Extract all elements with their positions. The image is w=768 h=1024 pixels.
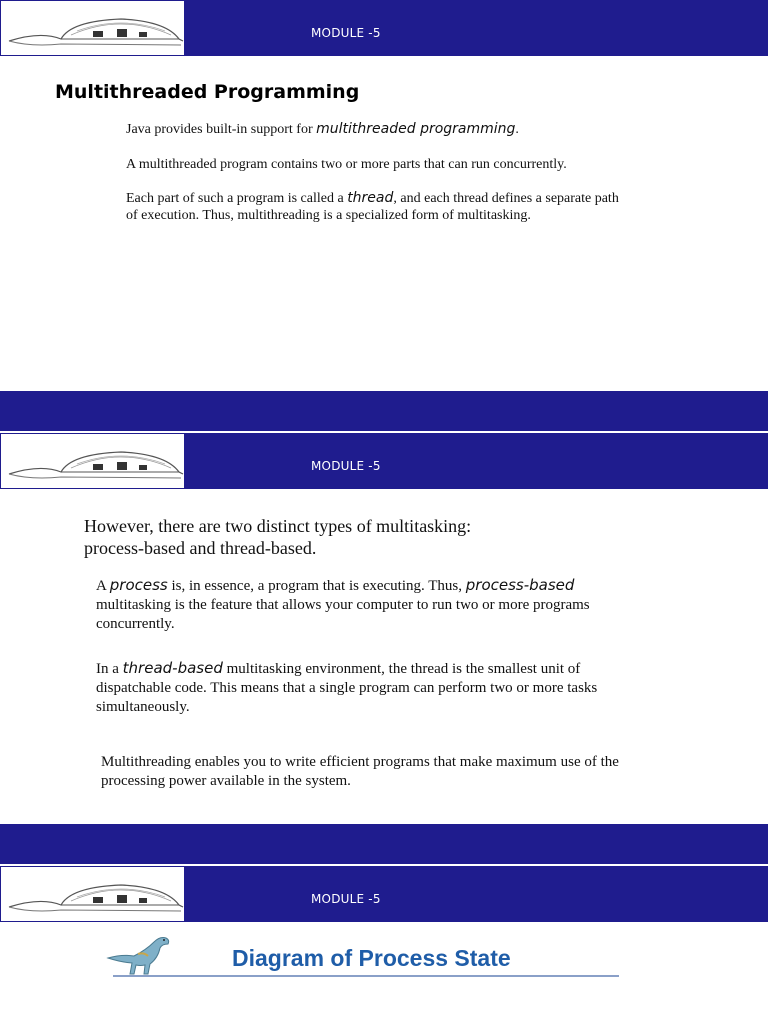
title-underline bbox=[113, 975, 619, 977]
slide1-header bbox=[0, 0, 768, 56]
module-label: MODULE -5 bbox=[311, 26, 381, 40]
dinosaur-icon bbox=[104, 932, 174, 978]
logo-emblem-icon bbox=[1, 867, 184, 921]
slide-title: Multithreaded Programming bbox=[55, 81, 360, 103]
institution-logo bbox=[1, 434, 184, 488]
slide2-footer-band bbox=[0, 824, 768, 864]
logo-emblem-icon bbox=[1, 1, 184, 55]
slide1-footer-band bbox=[0, 391, 768, 431]
institution-logo bbox=[1, 867, 184, 921]
paragraph-process-based: A process is, in essence, a program that is executing. Thus, process-based multitasking is the feature that allows your computer to run two or more programs concurrently. bbox=[96, 576, 590, 632]
slide3-header bbox=[0, 866, 768, 922]
institution-logo bbox=[1, 1, 184, 55]
logo-emblem-icon bbox=[1, 434, 184, 488]
paragraph-thread-based: In a thread-based multitasking environment, the thread is the smallest unit of dispatchable code. This means that a single program can perform two or more tasks simultaneously. bbox=[96, 659, 598, 715]
paragraph-multitasking-types: However, there are two distinct types of multitasking: process-based and thread-based. bbox=[84, 516, 472, 558]
module-label: MODULE -5 bbox=[311, 892, 381, 906]
paragraph-multithreading-benefit: Multithreading enables you to write efficient programs that make maximum use of the processing power available in the system. bbox=[101, 754, 619, 789]
paragraph-thread-definition: Each part of such a program is called a thread, and each thread defines a separate path of execution. Thus, multithreading is a specialized form of multitasking. bbox=[126, 190, 619, 223]
diagram-title: Diagram of Process State bbox=[232, 945, 511, 971]
slide2-header bbox=[0, 433, 768, 489]
paragraph-two-parts: A multithreaded program contains two or more parts that can run concurrently. bbox=[126, 157, 567, 172]
paragraph-builtin-support: Java provides built-in support for multithreaded programming. bbox=[126, 121, 519, 137]
module-label: MODULE -5 bbox=[311, 459, 381, 473]
